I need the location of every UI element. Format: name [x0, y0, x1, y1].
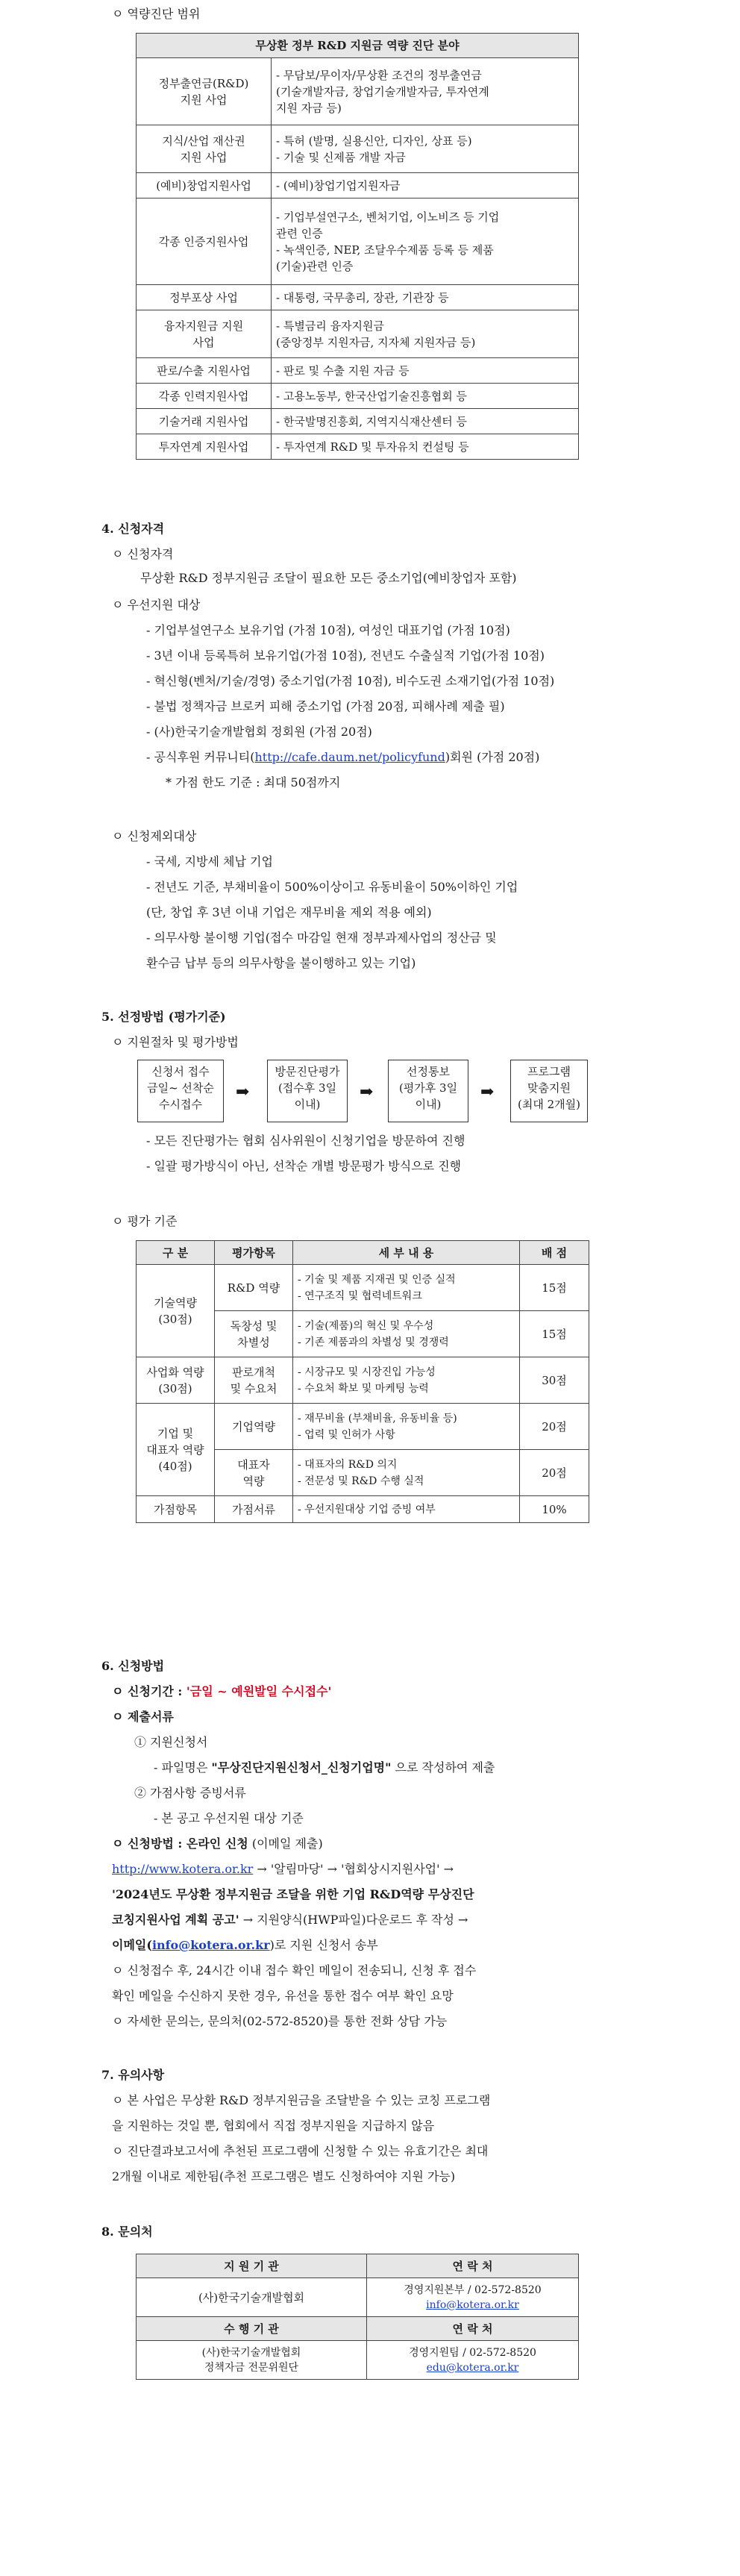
scope-row-detail: - 기업부설연구소, 벤처기업, 이노비즈 등 기업 관련 인증 - 녹색인증, NEP, 조달우수제품 등록 등 제품 (기술)관련 인증 — [272, 198, 579, 285]
flow-step-notice: 선정통보 (평가후 3일 이내) — [388, 1060, 468, 1122]
flow-arrow-icon: ➡ — [480, 1082, 495, 1101]
scope-table — [136, 33, 579, 460]
procedure-heading: ㅇ 지원절차 및 평가방법 — [112, 1035, 239, 1049]
period-label: ㅇ 신청기간 : — [112, 1684, 186, 1698]
criteria-score: 30점 — [520, 1357, 589, 1404]
exclusion-item: - 의무사항 불이행 기업(접수 마감일 현재 정부과제사업의 정산금 및 — [146, 931, 497, 945]
criteria-header: 배 점 — [520, 1241, 589, 1265]
scope-row-label: 융자지원금 지원 사업 — [137, 310, 272, 358]
criteria-detail: - 대표자의 R&D 의지 - 전문성 및 R&D 수행 실적 — [293, 1450, 520, 1496]
support-email-link[interactable]: info@kotera.or.kr — [426, 2298, 519, 2311]
period-value: '금일 ~ 예원발일 수시접수' — [186, 1684, 332, 1698]
contact-table — [136, 2254, 579, 2380]
criteria-score: 15점 — [520, 1265, 589, 1311]
exec-org-unit: 정책자금 전문위원단 — [204, 2361, 299, 2374]
scope-row-detail: - 무담보/무이자/무상환 조건의 정부출연금 (기술개발자금, 창업기술개발자금, 투자연계 지원 자금 등) — [272, 58, 579, 125]
criteria-score: 10% — [520, 1496, 589, 1523]
criteria-item: 판로개척 및 수요처 — [215, 1357, 293, 1404]
notice-title-suffix: → 지원양식(HWP파일)다운로드 후 작성 → — [239, 1913, 468, 1927]
doc-note — [154, 1760, 495, 1776]
scope-row-label: 정부출연금(R&D) 지원 사업 — [137, 58, 272, 125]
criteria-table — [136, 1240, 589, 1523]
exec-org — [137, 2341, 367, 2380]
support-org: (사)한국기술개발협회 — [137, 2278, 367, 2317]
scope-row-label: (예비)창업지원사업 — [137, 173, 272, 198]
site-path-line — [112, 1861, 454, 1878]
priority-heading: ㅇ 우선지원 대상 — [112, 598, 201, 612]
priority-item: - 기업부설연구소 보유기업 (가점 10점), 여성인 대표기업 (가점 10점) — [146, 623, 510, 637]
support-contact — [367, 2278, 579, 2317]
scope-row-label: 투자연계 지원사업 — [137, 434, 272, 460]
contact-header: 수 행 기 관 — [137, 2317, 367, 2341]
scope-row-label: 각종 인력지원사업 — [137, 384, 272, 409]
bonus-cap-note: * 가점 한도 기준 : 최대 50점까지 — [166, 775, 341, 790]
criteria-group: 기술역량 (30점) — [137, 1265, 215, 1357]
docs-heading: ㅇ 제출서류 — [112, 1710, 174, 1724]
scope-row-label: 지식/산업 재산권 지원 사업 — [137, 125, 272, 173]
criteria-heading: ㅇ 평가 기준 — [112, 1214, 178, 1228]
caution-note: 2개월 이내로 제한됨(추천 프로그램은 별도 신청하여야 지원 가능) — [112, 2169, 456, 2183]
exclusion-heading: ㅇ 신청제외대상 — [112, 829, 197, 843]
criteria-score: 20점 — [520, 1450, 589, 1496]
priority-item: - 3년 이내 등록특허 보유기업(가점 10점), 전년도 수출실적 기업(가점 10점) — [146, 648, 545, 663]
criteria-item: 기업역량 — [215, 1404, 293, 1450]
criteria-item: 대표자 역량 — [215, 1450, 293, 1496]
flow-arrow-icon: ➡ — [360, 1082, 374, 1101]
contact-header: 연 락 처 — [367, 2254, 579, 2278]
support-contact-phone: 경영지원본부 / 02-572-8520 — [404, 2283, 542, 2296]
flow-arrow-icon: ➡ — [236, 1082, 250, 1101]
flow-step-visit: 방문진단평가 (접수후 3일 이내) — [267, 1060, 348, 1122]
flow-step-application: 신청서 접수 금일~ 선착순 수시접수 — [137, 1060, 224, 1122]
email-prefix: 이메일( — [112, 1938, 152, 1952]
scope-row-label: 판로/수출 지원사업 — [137, 358, 272, 384]
criteria-item: R&D 역량 — [215, 1265, 293, 1311]
scope-row-label: 각종 인증지원사업 — [137, 198, 272, 285]
notice-title-line — [112, 1912, 468, 1928]
site-path: → '알림마당' → '협회상시지원사업' → — [253, 1862, 454, 1876]
period-line — [112, 1684, 331, 1700]
criteria-group: 사업화 역량 (30점) — [137, 1357, 215, 1404]
doc-item: ② 가점사항 증빙서류 — [134, 1786, 246, 1800]
flow-note: - 일괄 평가방식이 아닌, 선착순 개별 방문평가 방식으로 진행 — [146, 1159, 462, 1173]
email-link[interactable]: info@kotera.or.kr — [151, 1938, 270, 1952]
scope-row-label: 정부포상 사업 — [137, 285, 272, 310]
criteria-detail: - 우선지원대상 기업 증빙 여부 — [293, 1496, 520, 1523]
scope-row-label: 기술거래 지원사업 — [137, 409, 272, 434]
exec-contact-phone: 경영지원팀 / 02-572-8520 — [409, 2346, 536, 2359]
criteria-detail: - 기술 및 제품 지재권 및 인증 실적 - 연구조직 및 협력네트워크 — [293, 1265, 520, 1311]
section-5-title: 5. 선정방법 (평가기준) — [101, 1010, 226, 1024]
email-line — [112, 1937, 378, 1954]
doc-item: ① 지원신청서 — [134, 1735, 208, 1749]
doc-note-prefix: - 파일명은 — [154, 1760, 212, 1775]
criteria-detail: - 재무비율 (부채비율, 유동비율 등) - 업력 및 인허가 사항 — [293, 1404, 520, 1450]
notice-title-bold: 코칭지원사업 계획 공고' — [112, 1913, 239, 1927]
auto-confirm-note: 확인 메일을 수신하지 못한 경우, 유선을 통한 접수 여부 확인 요망 — [112, 1989, 454, 2003]
criteria-group: 기업 및 대표자 역량 (40점) — [137, 1404, 215, 1496]
exec-org-name: (사)한국기술개발협회 — [201, 2346, 301, 2359]
caution-note: ㅇ 진단결과보고서에 추천된 프로그램에 신청할 수 있는 유효기간은 최대 — [112, 2144, 489, 2158]
criteria-detail: - 기술(제품)의 혁신 및 우수성 - 기존 제품과의 차별성 및 경쟁력 — [293, 1311, 520, 1357]
exec-email-link[interactable]: edu@kotera.or.kr — [426, 2361, 519, 2374]
exec-contact — [367, 2341, 579, 2380]
criteria-group: 가점항목 — [137, 1496, 215, 1523]
criteria-item: 가점서류 — [215, 1496, 293, 1523]
qualification-heading: ㅇ 신청자격 — [112, 547, 174, 561]
doc-filename: "무상진단지원신청서_신청기업명" — [211, 1760, 392, 1775]
scope-row-detail: - 고용노동부, 한국산업기술진흥협회 등 — [272, 384, 579, 409]
scope-row-detail: - 특별금리 융자지원금 (중앙정부 지원자금, 지자체 지원자금 등) — [272, 310, 579, 358]
exclusion-item: - 국세, 지방세 체납 기업 — [146, 854, 273, 869]
site-link[interactable]: http://www.kotera.or.kr — [112, 1862, 254, 1876]
qualification-text: 무상환 R&D 정부지원금 조달이 필요한 모든 중소기업(예비창업자 포함) — [140, 571, 517, 585]
contact-header: 지 원 기 관 — [137, 2254, 367, 2278]
flow-step-support: 프로그램 맞춤지원 (최대 2개월) — [510, 1060, 588, 1122]
auto-confirm-note: ㅇ 신청접수 후, 24시간 이내 접수 확인 메일이 전송되니, 신청 후 접수 — [112, 1963, 477, 1978]
exclusion-item: - 전년도 기준, 부채비율이 500%이상이고 유동비율이 50%이하인 기업 — [146, 880, 518, 894]
scope-row-detail: - 한국발명진흥회, 지역지식재산센터 등 — [272, 409, 579, 434]
exclusion-item: (단, 창업 후 3년 이내 기업은 재무비율 제외 적용 예외) — [146, 905, 432, 919]
criteria-detail: - 시장규모 및 시장진입 가능성 - 수요처 확보 및 마케팅 능력 — [293, 1357, 520, 1404]
doc-note-suffix: 으로 작성하여 제출 — [391, 1760, 495, 1775]
section-4-title: 4. 신청자격 — [101, 522, 165, 536]
email-suffix: )로 지원 신청서 송부 — [269, 1938, 378, 1952]
scope-row-detail: - 특허 (발명, 실용신안, 디자인, 상표 등) - 기술 및 신제품 개발 자금 — [272, 125, 579, 173]
community-prefix: - 공식후원 커뮤니티( — [146, 750, 255, 764]
notice-title-line: '2024년도 무상환 정부지원금 조달을 위한 기업 R&D역량 무상진단 — [112, 1887, 474, 1901]
caution-note: 을 지원하는 것일 뿐, 협회에서 직접 정부지원을 지급하지 않음 — [112, 2119, 435, 2133]
criteria-item: 독창성 및 차별성 — [215, 1311, 293, 1357]
doc-note: - 본 공고 우선지원 대상 기준 — [154, 1811, 304, 1825]
priority-item: - (사)한국기술개발협회 정회원 (가점 20점) — [146, 725, 372, 739]
method-suffix: (이메일 제출) — [248, 1836, 323, 1851]
criteria-header: 세 부 내 용 — [293, 1241, 520, 1265]
scope-row-detail: - 대통령, 국무총리, 장관, 기관장 등 — [272, 285, 579, 310]
criteria-header: 평가항목 — [215, 1241, 293, 1265]
community-suffix: )회원 (가점 20점) — [445, 750, 540, 764]
flow-note: - 모든 진단평가는 협회 심사위원이 신청기업을 방문하여 진행 — [146, 1134, 465, 1148]
section-6-title: 6. 신청방법 — [101, 1659, 165, 1673]
scope-row-detail: - (예비)창업기업지원자금 — [272, 173, 579, 198]
contact-header: 연 락 처 — [367, 2317, 579, 2341]
criteria-score: 15점 — [520, 1311, 589, 1357]
contact-note: ㅇ 자세한 문의는, 문의처(02-572-8520)를 통한 전화 상담 가능 — [112, 2014, 448, 2028]
priority-item-community — [146, 749, 539, 766]
criteria-score: 20점 — [520, 1404, 589, 1450]
scope-table-header: 무상환 정부 R&D 지원금 역량 진단 분야 — [137, 34, 579, 58]
section-8-title: 8. 문의처 — [101, 2225, 153, 2239]
scope-row-detail: - 판로 및 수출 지원 자금 등 — [272, 358, 579, 384]
method-line — [112, 1836, 323, 1852]
section-7-title: 7. 유의사항 — [101, 2068, 165, 2082]
exclusion-item: 환수금 납부 등의 의무사항을 불이행하고 있는 기업) — [146, 956, 416, 970]
scope-row-detail: - 투자연계 R&D 및 투자유치 컨설팅 등 — [272, 434, 579, 460]
caution-note: ㅇ 본 사업은 무상환 R&D 정부지원금을 조달받을 수 있는 코칭 프로그램 — [112, 2093, 491, 2107]
priority-item: - 혁신형(벤처/기술/경영) 중소기업(가점 10점), 비수도권 소재기업(가점 10점) — [146, 674, 555, 688]
priority-item: - 불법 정책자금 브로커 피해 중소기업 (가점 20점, 피해사례 제출 필) — [146, 699, 505, 713]
scope-heading: ㅇ 역량진단 범위 — [112, 7, 201, 21]
criteria-header: 구 분 — [137, 1241, 215, 1265]
community-link[interactable]: http://cafe.daum.net/policyfund — [254, 750, 445, 764]
method-label: ㅇ 신청방법 : 온라인 신청 — [112, 1836, 248, 1851]
